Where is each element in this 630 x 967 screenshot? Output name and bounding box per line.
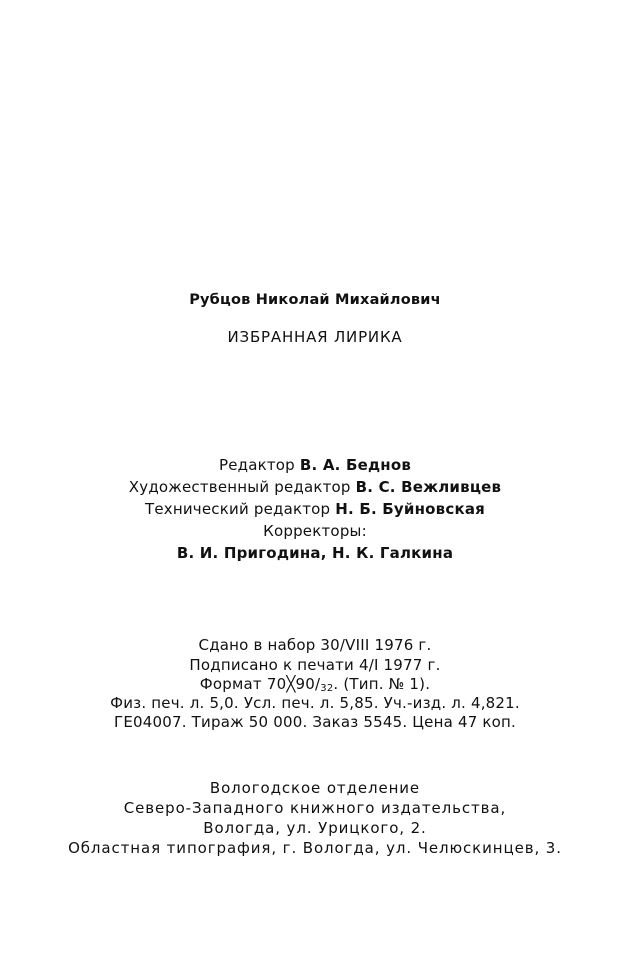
art-editor-name: В. С. Вежливцев xyxy=(355,478,502,496)
editor-line xyxy=(0,455,630,475)
publisher-line1: Вологодское отделение xyxy=(209,779,421,797)
editor-name: В. А. Беднов xyxy=(299,456,412,474)
publisher-line3: Вологда, ул. Урицкого, 2. xyxy=(203,819,427,837)
submitted-date: Сдано в набор 30/VIII 1976 г. xyxy=(198,636,432,654)
tech-editor-line xyxy=(0,499,630,519)
book-title: ИЗБРАННАЯ ЛИРИКА xyxy=(227,328,403,346)
signed-date: Подписано к печати 4/I 1977 г. xyxy=(189,656,441,674)
format-times: ╳ xyxy=(286,675,296,693)
order-line: ГЕ04007. Тираж 50 000. Заказ 5545. Цена 47 коп. xyxy=(113,713,517,731)
format-prefix: Формат 70 xyxy=(199,675,287,693)
tech-editor-name: Н. Б. Буйновская xyxy=(335,500,485,518)
sheets-line: Физ. печ. л. 5,0. Усл. печ. л. 5,85. Уч.-изд. л. 4,821. xyxy=(110,694,520,712)
tech-editor-label: Технический редактор xyxy=(144,500,331,518)
editor-label: Редактор xyxy=(218,456,295,474)
format-mid: 90/ xyxy=(295,675,321,693)
art-editor-label: Художественный редактор xyxy=(128,478,351,496)
proofreaders-names: В. И. Пригодина, Н. К. Галкина xyxy=(176,544,454,562)
author-name: Рубцов Николай Михайлович xyxy=(189,292,441,308)
art-editor-line xyxy=(0,477,630,497)
format-sub: 32 xyxy=(320,683,334,694)
publisher-line2: Северо-Западного книжного издательства, xyxy=(123,799,507,817)
format-suffix: . (Тип. № 1). xyxy=(333,675,431,693)
proofreaders-label: Корректоры: xyxy=(263,522,367,540)
printer-line: Областная типография, г. Вологда, ул. Челюскинцев, 3. xyxy=(68,839,562,857)
